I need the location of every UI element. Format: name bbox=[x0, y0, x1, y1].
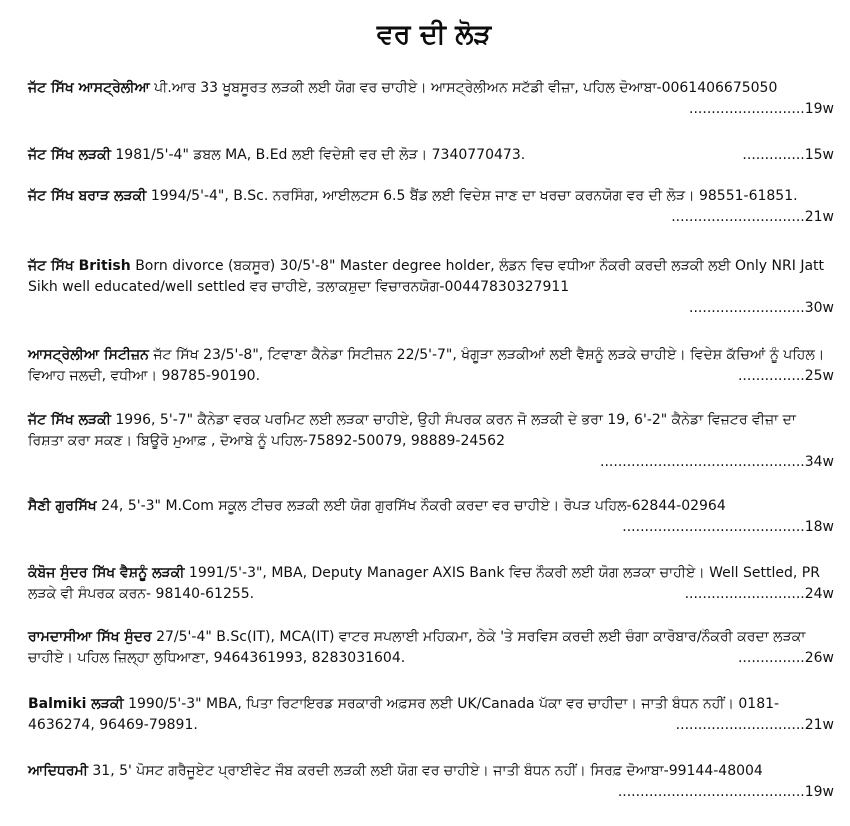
ad-code: ..........................19w bbox=[689, 101, 834, 117]
ad-lead: ਸੈਣੀ ਗੁਰਸਿੱਖ bbox=[28, 498, 97, 514]
ad-body: 1994/5'-4", B.Sc. ਨਰਸਿੰਗ, ਆਈਲਟਸ 6.5 ਬੈਂਡ ਲਈ ਵਿਦੇਸ਼ ਜਾਣ ਦਾ ਖਰਚਾ ਕਰਨਯੋਗ ਵਰ ਦੀ ਲੋੜ। 98551-61851. bbox=[146, 188, 798, 204]
ad-lead: ਆਸਟ੍ਰੇਲੀਆ ਸਿਟੀਜ਼ਨ bbox=[28, 347, 149, 363]
ad-lead: ਆਦਿਧਰਮੀ bbox=[28, 763, 88, 779]
ad-lead: Balmiki ਲੜਕੀ bbox=[28, 696, 124, 712]
ad-lead: ਜੱਟ ਸਿੱਖ ਬਰਾੜ ਲੜਕੀ bbox=[28, 188, 147, 204]
ad-body: ਜੱਟ ਸਿੱਖ 23/5'-8", ਟਿਵਾਣਾ ਕੈਨੇਡਾ ਸਿਟੀਜ਼ਨ 22/5'-7", ਖੰਗੂੜਾ ਲੜਕੀਆਂ ਲਈ ਵੈਸ਼ਨੂੰ ਲੜਕੇ ਚਾਹੀਏ। ਵਿਦੇਸ਼ ਕੱਚਿਆਂ ਨੂੰ ਪਹਿਲ। ਵਿਆਹ ਜਲਦੀ, ਵਧੀਆ। 98785-90190. bbox=[28, 347, 825, 384]
ad-code: ..............15w bbox=[742, 147, 834, 163]
classified-ad bbox=[28, 496, 834, 517]
ad-body: 31, 5' ਪੋਸਟ ਗਰੈਜੂਏਟ ਪ੍ਰਾਈਵੇਟ ਜੌਬ ਕਰਦੀ ਲੜਕੀ ਲਈ ਯੋਗ ਵਰ ਚਾਹੀਏ। ਜਾਤੀ ਬੰਧਨ ਨਹੀਂ। ਸਿਰਫ਼ ਦੋਆਬਾ-99144-48004 bbox=[87, 763, 763, 779]
classified-ad bbox=[28, 145, 834, 166]
ad-lead: ਰਾਮਦਾਸੀਆ ਸਿੱਖ ਸੁੰਦਰ bbox=[28, 629, 152, 645]
ad-code: ..............................21w bbox=[671, 209, 834, 225]
ad-code: .............................21w bbox=[675, 717, 834, 733]
ad-lead: ਜੱਟ ਸਿੱਖ ਆਸਟ੍ਰੇਲੀਆ bbox=[28, 80, 150, 96]
ad-code-row bbox=[28, 782, 834, 803]
ad-body: 24, 5'-3" M.Com ਸਕੂਲ ਟੀਚਰ ਲੜਕੀ ਲਈ ਯੋਗ ਗੁਰਸਿੱਖ ਨੌਕਰੀ ਕਰਦਾ ਵਰ ਚਾਹੀਏ। ਰੋਪੜ ਪਹਿਲ-62844-02964 bbox=[96, 498, 726, 514]
ad-code: ...............25w bbox=[737, 368, 834, 384]
ad-lead: ਜੱਟ ਸਿੱਖ ਲੜਕੀ bbox=[28, 412, 111, 428]
ad-code-row bbox=[28, 366, 834, 387]
classified-ad bbox=[28, 410, 834, 473]
ad-body: 1991/5'-3", MBA, Deputy Manager AXIS Bank ਵਿਚ ਨੌਕਰੀ ਲਈ ਯੋਗ ਲੜਕਾ ਚਾਹੀਏ। Well Settled, PR ਲੜਕੇ ਵੀ ਸੰਪਰਕ ਕਰਨ- 98140-61255. bbox=[28, 565, 820, 602]
ad-body: Born divorce (ਬਕਸੂਰ) 30/5'-8" Master degree holder, ਲੰਡਨ ਵਿਚ ਵਧੀਆ ਨੌਕਰੀ ਕਰਦੀ ਲੜਕੀ ਲਈ Only NRI Jatt Sikh well educated/well settled ਵਰ ਚਾਹੀਏ, ਤਲਾਕਸ਼ੁਦਾ ਵਿਚਾਰਨਯੋਗ-00447830327911 bbox=[28, 258, 825, 295]
page-title: ਵਰ ਦੀ ਲੋੜ bbox=[376, 19, 492, 50]
ad-code: ...............26w bbox=[737, 650, 834, 666]
ad-code: ..........................................19w bbox=[617, 784, 834, 800]
ad-body: 27/5'-4" B.Sc(IT), MCA(IT) ਵਾਟਰ ਸਪਲਾਈ ਮਹਿਕਮਾ, ਠੇਕੇ 'ਤੇ ਸਰਵਿਸ ਕਰਦੀ ਲਈ ਚੰਗਾ ਕਾਰੋਬਾਰ/ਨੌਕਰੀ ਕਰਦਾ ਲੜਕਾ ਚਾਹੀਏ। ਪਹਿਲ ਜ਼ਿਲ੍ਹਾ ਲੁਧਿਆਣਾ, 9464361993, 8283031604. bbox=[28, 629, 806, 666]
ad-code-row bbox=[28, 207, 834, 228]
ad-code: ..........................30w bbox=[689, 300, 834, 316]
ad-code-row bbox=[28, 648, 834, 669]
ad-lead: ਕੰਬੋਜ ਸੁੰਦਰ ਸਿੱਖ ਵੈਸ਼ਨੂੰ ਲੜਕੀ bbox=[28, 565, 185, 581]
ad-body: 1981/5'-4" ਡਬਲ MA, B.Ed ਲਈ ਵਿਦੇਸ਼ੀ ਵਰ ਦੀ ਲੋੜ। 7340770473. bbox=[110, 147, 526, 163]
classified-ad bbox=[28, 78, 834, 120]
ad-code: ...........................24w bbox=[684, 586, 834, 602]
ad-lead: ਜੱਟ ਸਿੱਖ British bbox=[28, 258, 131, 274]
classified-ad bbox=[28, 256, 834, 319]
ad-body: ਪੀ.ਆਰ 33 ਖੂਬਸੂਰਤ ਲੜਕੀ ਲਈ ਯੋਗ ਵਰ ਚਾਹੀਏ। ਆਸਟ੍ਰੇਲੀਅਨ ਸਟੱਡੀ ਵੀਜ਼ਾ, ਪਹਿਲ ਦੋਆਬਾ-0061406675050 bbox=[149, 80, 778, 96]
ad-code: .........................................18w bbox=[622, 519, 834, 535]
ad-code-row bbox=[28, 584, 834, 605]
classifieds-page bbox=[28, 0, 840, 800]
ad-code-row bbox=[28, 715, 834, 736]
ad-body: 1996, 5'-7" ਕੈਨੇਡਾ ਵਰਕ ਪਰਮਿਟ ਲਈ ਲੜਕਾ ਚਾਹੀਏ, ਉਹੀ ਸੰਪਰਕ ਕਰਨ ਜੋ ਲੜਕੀ ਦੇ ਭਰਾ 19, 6'-2" ਕੈਨੇਡਾ ਵਿਜ਼ਟਰ ਵੀਜ਼ਾ ਦਾ ਰਿਸ਼ਤਾ ਕਰਾ ਸਕਣ। ਬਿਊਰੋ ਮੁਆਫ਼ , ਦੋਆਬੇ ਨੂੰ ਪਹਿਲ-75892-50079, 98889-24562 bbox=[28, 412, 796, 449]
ad-lead: ਜੱਟ ਸਿੱਖ ਲੜਕੀ bbox=[28, 147, 111, 163]
classified-ad bbox=[28, 186, 834, 207]
ad-code: ..............................................34w bbox=[600, 454, 834, 470]
classified-ad bbox=[28, 761, 834, 782]
ad-body: 1990/5'-3" MBA, ਪਿਤਾ ਰਿਟਾਇਰਡ ਸਰਕਾਰੀ ਅਫ਼ਸਰ ਲਈ UK/Canada ਪੱਕਾ ਵਰ ਚਾਹੀਦਾ। ਜਾਤੀ ਬੰਧਨ ਨਹੀਂ। 0181-4636274, 96469-79891. bbox=[28, 696, 780, 733]
ad-code-row bbox=[28, 517, 834, 538]
